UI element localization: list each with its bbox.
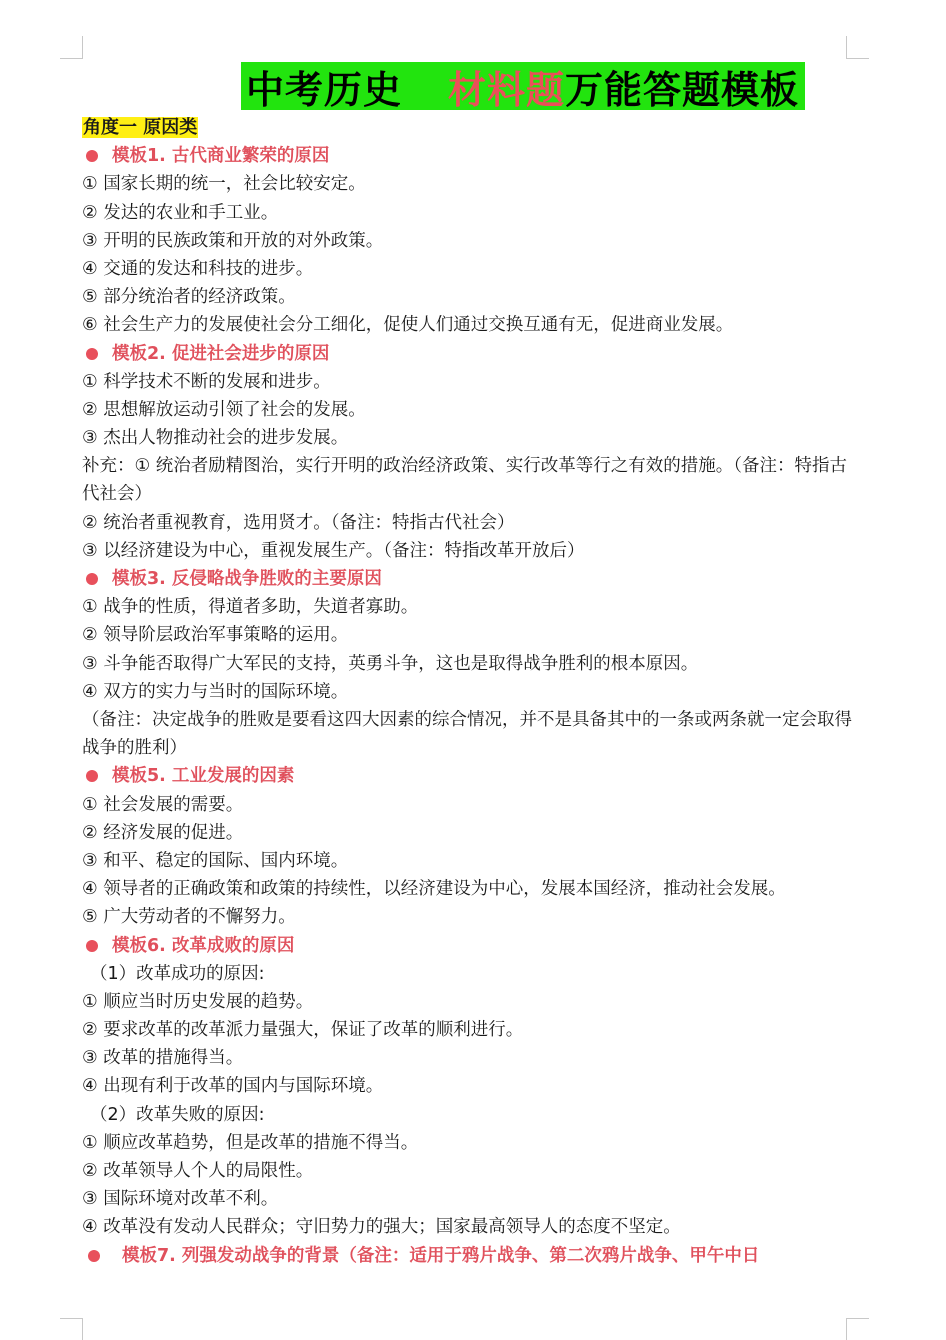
template-heading — [82, 340, 852, 368]
text-line: ① 战争的性质，得道者多助，失道者寡助。 — [82, 597, 419, 618]
text-line: ② 改革领导人个人的局限性。 — [82, 1161, 314, 1182]
text-line: ⑤ 广大劳动者的不懈努力。 — [82, 907, 296, 928]
text-line: ③ 和平、稳定的国际、国内环境。 — [82, 850, 349, 871]
subsection-label: （1）改革成功的原因: — [90, 963, 265, 984]
text-line: ① 国家长期的统一，社会比较安定。 — [82, 174, 366, 195]
section-heading — [82, 114, 852, 142]
bullet-dot-icon — [86, 573, 98, 585]
text-line: ⑤ 部分统治者的经济政策。 — [82, 287, 296, 308]
text-line: ③ 国际环境对改革不利。 — [82, 1189, 279, 1210]
template-heading — [82, 1242, 852, 1270]
bullet-dot-icon — [86, 348, 98, 360]
title-part-template: 万能答题模板 — [565, 67, 800, 112]
line-list — [82, 142, 852, 1270]
text-line: ④ 双方的实力与当时的国际环境。 — [82, 681, 349, 702]
template-heading — [82, 142, 852, 170]
bullet-dot-icon — [86, 150, 98, 162]
crop-mark-bottom-left — [60, 1318, 83, 1340]
subsection-label: （2）改革失败的原因: — [90, 1104, 265, 1125]
text-line: ② 要求改革的改革派力量强大，保证了改革的顺利进行。 — [82, 1020, 524, 1041]
bullet-dot-icon — [86, 940, 98, 952]
text-line: ③ 开明的民族政策和开放的对外政策。 — [82, 230, 384, 251]
text-line: ① 社会发展的需要。 — [82, 794, 244, 815]
text-line: ② 统治者重视教育，选用贤才。（备注：特指古代社会） — [82, 512, 515, 533]
text-line: 补充：① 统治者励精图治，实行开明的政治经济政策、实行改革等行之有效的措施。（备注：特指古代社会） — [82, 456, 847, 505]
crop-mark-top-left — [60, 36, 83, 59]
template-heading — [82, 565, 852, 593]
section-heading-text: 角度一 原因类 — [83, 117, 198, 138]
text-line: ① 顺应改革趋势，但是改革的措施不得当。 — [82, 1132, 419, 1153]
text-line: ③ 杰出人物推动社会的进步发展。 — [82, 428, 349, 449]
template-heading-text: 模板2. 促进社会进步的原因 — [112, 343, 330, 364]
document-body — [82, 114, 852, 1270]
title-part-material: 材料题 — [448, 67, 566, 112]
text-line: ② 思想解放运动引领了社会的发展。 — [82, 399, 366, 420]
text-line: ③ 斗争能否取得广大军民的支持，英勇斗争，这也是取得战争胜利的根本原因。 — [82, 653, 699, 674]
page-title — [241, 62, 805, 110]
text-line: ④ 领导者的正确政策和政策的持续性，以经济建设为中心，发展本国经济，推动社会发展。 — [82, 879, 786, 900]
text-line: ① 顺应当时历史发展的趋势。 — [82, 991, 314, 1012]
text-line: ⑥ 社会生产力的发展使社会分工细化，促使人们通过交换互通有无，促进商业发展。 — [82, 315, 734, 336]
text-line: ② 经济发展的促进。 — [82, 822, 244, 843]
text-line: ④ 改革没有发动人民群众；守旧势力的强大；国家最高领导人的态度不坚定。 — [82, 1217, 681, 1238]
template-heading-text: 模板7. 列强发动战争的背景（备注：适用于鸦片战争、第二次鸦片战争、甲午中日 — [122, 1245, 760, 1266]
text-line: ② 领导阶层政治军事策略的运用。 — [82, 625, 349, 646]
crop-mark-bottom-right — [846, 1318, 869, 1340]
template-heading-text: 模板6. 改革成败的原因 — [112, 935, 295, 956]
text-line: ③ 以经济建设为中心，重视发展生产。（备注：特指改革开放后） — [82, 540, 585, 561]
template-heading-text: 模板3. 反侵略战争胜败的主要原因 — [112, 569, 382, 590]
title-part-history: 中考历史 — [246, 67, 403, 112]
bullet-dot-icon — [86, 770, 98, 782]
crop-mark-top-right — [846, 36, 869, 59]
template-heading-text: 模板1. 古代商业繁荣的原因 — [112, 146, 330, 167]
text-line: ③ 改革的措施得当。 — [82, 1048, 244, 1069]
template-heading — [82, 932, 852, 960]
template-heading-text: 模板5. 工业发展的因素 — [112, 766, 295, 787]
template-heading — [82, 762, 852, 790]
text-line: （备注：决定战争的胜败是要看这四大因素的综合情况，并不是具备其中的一条或两条就一定会取得战争的胜利） — [82, 709, 852, 759]
text-line: ① 科学技术不断的发展和进步。 — [82, 371, 331, 392]
text-line: ④ 交通的发达和科技的进步。 — [82, 258, 314, 279]
bullet-dot-icon — [88, 1250, 100, 1262]
text-line: ② 发达的农业和手工业。 — [82, 202, 279, 223]
text-line: ④ 出现有利于改革的国内与国际环境。 — [82, 1076, 384, 1097]
